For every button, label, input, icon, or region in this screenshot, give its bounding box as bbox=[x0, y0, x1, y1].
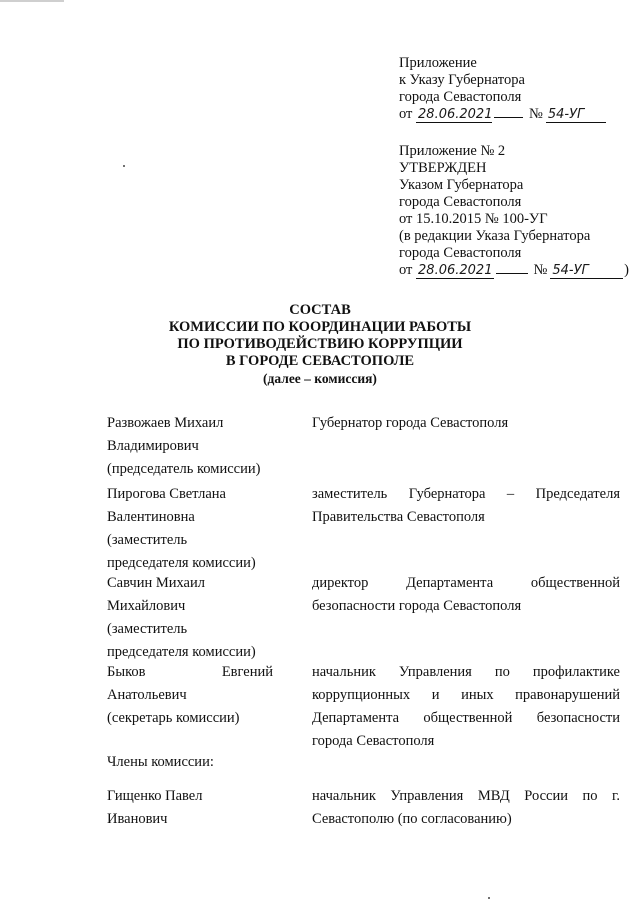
member-position: директор Департамента общественной безопасности города Севастополя bbox=[312, 575, 620, 614]
member-role-note: (заместитель bbox=[107, 621, 188, 637]
annex-line: к Указу Губернатора bbox=[399, 72, 525, 88]
member-surname: Быков bbox=[107, 664, 146, 680]
member-role-note: председателя комиссии) bbox=[107, 644, 256, 660]
annex-date-line bbox=[399, 262, 629, 279]
annex-line: города Севастополя bbox=[399, 194, 522, 210]
closing-parenthesis: ) bbox=[624, 262, 629, 278]
blank-underline bbox=[496, 273, 528, 274]
member-name-line: Пирогова Светлана bbox=[107, 486, 226, 502]
annex-line: от 15.10.2015 № 100-УГ bbox=[399, 211, 548, 227]
annex-line: Приложение № 2 bbox=[399, 143, 506, 159]
member-patronymic: Валентиновна bbox=[107, 509, 195, 525]
member-role-note: (председатель комиссии) bbox=[107, 461, 261, 477]
annex-line: города Севастополя bbox=[399, 89, 522, 105]
scan-edge-mark bbox=[0, 0, 64, 2]
member-position: начальник Управления по профилактике коррупционных и иных правонарушений Департамента общественной безопасности города Севастополя bbox=[312, 664, 620, 749]
member-name bbox=[107, 661, 282, 730]
member-position: Губернатор города Севастополя bbox=[312, 415, 509, 431]
annex-line: города Севастополя bbox=[399, 245, 522, 261]
title-line: СОСТАВ bbox=[289, 302, 351, 318]
title-subline: (далее – комиссия) bbox=[263, 371, 377, 386]
member-first-name: Евгений bbox=[221, 664, 273, 680]
title-line: ПО ПРОТИВОДЕЙСТВИЮ КОРРУПЦИИ bbox=[177, 336, 463, 352]
member-name-line: Гищенко Павел bbox=[107, 788, 203, 804]
date-prefix: от bbox=[399, 262, 413, 278]
title-line: КОМИССИИ ПО КООРДИНАЦИИ РАБОТЫ bbox=[168, 319, 472, 335]
handwritten-date: 28.06.2021 bbox=[418, 263, 493, 278]
member-name bbox=[107, 412, 282, 481]
annex-line: (в редакции Указа Губернатора bbox=[399, 228, 591, 244]
members-heading: Члены комиссии: bbox=[107, 754, 214, 770]
member-name bbox=[107, 572, 282, 664]
title-line: В ГОРОДЕ СЕВАСТОПОЛЕ bbox=[225, 353, 415, 369]
member-patronymic: Владимирович bbox=[107, 438, 199, 454]
document-title bbox=[140, 302, 500, 387]
blank-underline bbox=[494, 117, 523, 118]
scan-dot bbox=[123, 165, 125, 167]
member-name-line: Развожаев Михаил bbox=[107, 415, 224, 431]
handwritten-date: 28.06.2021 bbox=[418, 107, 493, 122]
member-role-note: (заместитель bbox=[107, 532, 188, 548]
number-sign: № bbox=[533, 262, 548, 278]
member-patronymic: Иванович bbox=[107, 811, 168, 827]
annex-approval-block bbox=[399, 143, 629, 279]
member-position: заместитель Губернатора – Председателя Правительства Севастополя bbox=[312, 486, 620, 525]
annex-line: Указом Губернатора bbox=[399, 177, 524, 193]
number-sign: № bbox=[529, 106, 543, 122]
member-role-note: председателя комиссии) bbox=[107, 555, 256, 571]
member-name bbox=[107, 785, 282, 831]
member-role-note: (секретарь комиссии) bbox=[107, 710, 240, 726]
scan-dot bbox=[488, 897, 490, 899]
member-patronymic: Михайлович bbox=[107, 598, 186, 614]
date-prefix: от bbox=[399, 106, 413, 122]
member-name-line: Савчин Михаил bbox=[107, 575, 205, 591]
member-patronymic: Анатольевич bbox=[107, 687, 187, 703]
member-name-line bbox=[107, 661, 273, 684]
annex-line: Приложение bbox=[399, 55, 477, 71]
member-position: начальник Управления МВД России по г. Севастополю (по согласованию) bbox=[312, 788, 620, 827]
handwritten-number: 54-УГ bbox=[550, 263, 623, 279]
annex-line: УТВЕРЖДЕН bbox=[399, 160, 487, 176]
annex-header bbox=[399, 55, 629, 123]
annex-date-line bbox=[399, 106, 629, 123]
handwritten-number: 54-УГ bbox=[546, 107, 606, 123]
member-name bbox=[107, 483, 282, 575]
